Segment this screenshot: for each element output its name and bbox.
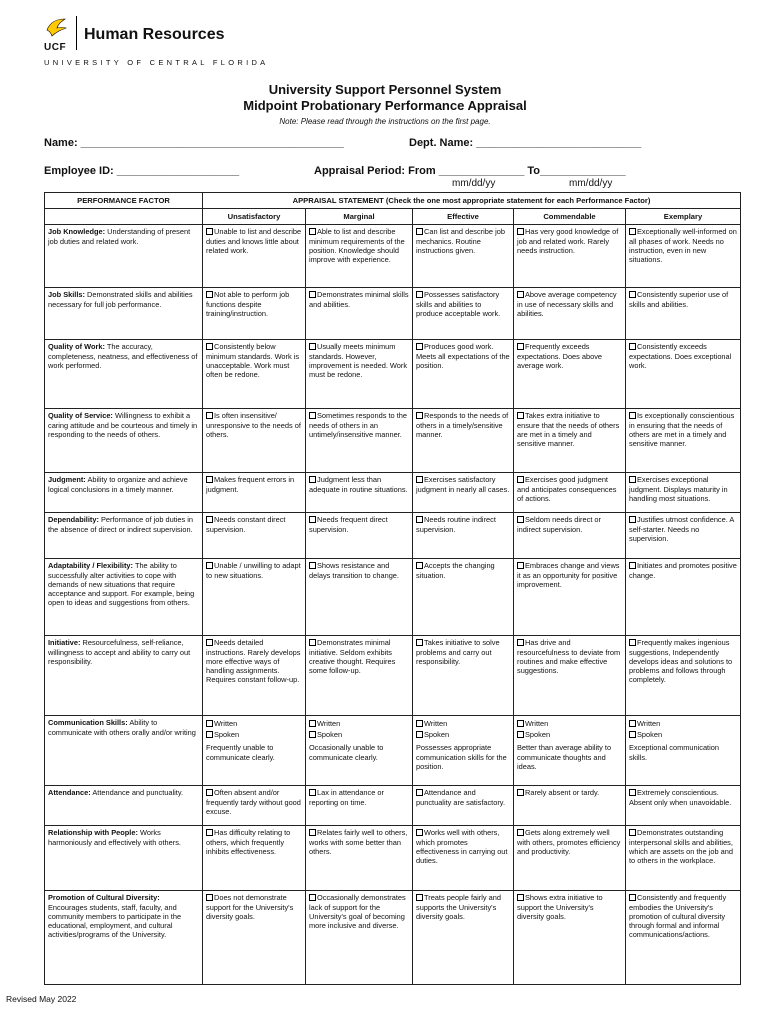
- spoken-option: [517, 729, 622, 740]
- rating-cell-unsatisfactory: [203, 288, 306, 340]
- rating-statement: Consistently and frequently embodies the University's promotion of cultural diversity through formal and informal communications/actions.: [629, 893, 727, 940]
- ucf-hr-header: [44, 14, 744, 66]
- rating-statement: Exceptional communication skills.: [629, 743, 719, 762]
- rating-statement: Does not demonstrate support for the University's diversity goals.: [206, 893, 294, 921]
- rating-cell-commendable: [514, 826, 626, 891]
- factor-name: Promotion of Cultural Diversity:: [48, 893, 160, 903]
- rating-cell-effective: [413, 473, 514, 513]
- rating-checkbox[interactable]: [517, 639, 524, 646]
- rating-statement: Consistently below minimum standards. Work is unacceptable. Work must often be redone.: [206, 342, 300, 380]
- rating-checkbox[interactable]: [416, 829, 423, 836]
- factor-row: [45, 786, 741, 826]
- performance-factor-header: PERFORMANCE FACTOR: [45, 193, 203, 209]
- rating-cell-marginal: [306, 559, 413, 636]
- header-divider: [76, 16, 77, 50]
- written-option: [416, 718, 510, 729]
- rating-checkbox[interactable]: [629, 343, 636, 350]
- rating-cell-effective: [413, 891, 514, 985]
- rating-statement: Demonstrates minimal skills and abilities.: [309, 290, 409, 309]
- rating-statement: Takes extra initiative to ensure that the needs of others are met in a timely and sensitive manner.: [517, 411, 620, 449]
- factor-row: [45, 513, 741, 559]
- rating-cell-commendable: [514, 786, 626, 826]
- rating-statement: Is often insensitive/ unresponsive to the needs of others.: [206, 411, 301, 439]
- rating-cell-marginal: [306, 409, 413, 473]
- communication-mode-options: [206, 718, 302, 740]
- rating-checkbox[interactable]: [309, 228, 316, 235]
- rating-statement: Possesses appropriate communication skills for the position.: [416, 743, 507, 771]
- factor-row: [45, 288, 741, 340]
- factor-name: Adaptability / Flexibility:: [48, 561, 134, 571]
- rating-statement: Works well with others, which promotes effectiveness in carrying out duties.: [416, 828, 508, 866]
- communication-mode-options: [416, 718, 510, 740]
- rating-header-marginal: Marginal: [306, 209, 413, 225]
- rating-cell-commendable: [514, 891, 626, 985]
- rating-statement: Consistently superior use of skills and abilities.: [629, 290, 729, 309]
- date-format-hints: [44, 178, 744, 192]
- factor-cell: [45, 559, 203, 636]
- rating-checkbox[interactable]: [629, 829, 636, 836]
- rating-cell-unsatisfactory: [203, 891, 306, 985]
- factor-row: [45, 559, 741, 636]
- rating-cell-commendable: [514, 559, 626, 636]
- rating-statement: Has very good knowledge of job and related work. Rarely needs instruction.: [517, 227, 619, 255]
- rating-checkbox[interactable]: [629, 562, 636, 569]
- rating-checkbox[interactable]: [416, 412, 423, 419]
- spoken-checkbox[interactable]: [517, 731, 524, 738]
- blank-header-cell: [45, 209, 203, 225]
- factor-row: [45, 409, 741, 473]
- rating-statement: Extremely conscientious. Absent only when unavoidable.: [629, 788, 732, 807]
- spoken-checkbox[interactable]: [309, 731, 316, 738]
- factor-cell: [45, 636, 203, 716]
- rating-checkbox[interactable]: [517, 343, 524, 350]
- rating-checkbox[interactable]: [517, 412, 524, 419]
- rating-statement: Judgment less than adequate in routine situations.: [309, 475, 408, 494]
- rating-statement: Takes initiative to solve problems and carry out responsibility.: [416, 638, 500, 666]
- rating-checkbox[interactable]: [206, 789, 213, 796]
- factor-cell: [45, 288, 203, 340]
- factor-description: Attendance and punctuality.: [92, 788, 184, 798]
- appraisal-period-field[interactable]: Appraisal Period: From ______________ To______________: [314, 165, 626, 177]
- factor-description: Understanding of present job duties and related work.: [48, 227, 191, 246]
- rating-statement: Has drive and resourcefulness to deviate from routines and make effective suggestions.: [517, 638, 621, 676]
- written-checkbox[interactable]: [206, 720, 213, 727]
- rating-statement: Not able to perform job functions despite training/instruction.: [206, 290, 290, 318]
- written-option: [517, 718, 622, 729]
- rating-checkbox[interactable]: [629, 291, 636, 298]
- rating-cell-exemplary: [626, 716, 741, 786]
- rating-statement: Is exceptionally conscientious in ensuring that the needs of others are met in a timely and sensitive manner.: [629, 411, 735, 449]
- rating-statement: Can list and describe job mechanics. Routine instructions given.: [416, 227, 505, 255]
- factor-row: [45, 716, 741, 786]
- rating-statement: Better than average ability to communicate thoughts and ideas.: [517, 743, 612, 771]
- spoken-label: Spoken: [317, 730, 343, 740]
- rating-cell-commendable: [514, 473, 626, 513]
- to-date-hint: mm/dd/yy: [569, 178, 613, 189]
- rating-checkbox[interactable]: [309, 516, 316, 523]
- rating-statement: Often absent and/or frequently tardy without good excuse.: [206, 788, 301, 816]
- factor-name: Job Knowledge:: [48, 227, 106, 237]
- factor-name: Quality of Work:: [48, 342, 105, 352]
- factor-cell: [45, 340, 203, 409]
- rating-cell-commendable: [514, 288, 626, 340]
- factor-description: Works harmoniously and effectively with others.: [48, 828, 181, 847]
- rating-statement: Seldom needs direct or indirect supervision.: [517, 515, 601, 534]
- rating-cell-unsatisfactory: [203, 473, 306, 513]
- rating-cell-exemplary: [626, 225, 741, 288]
- rating-checkbox[interactable]: [206, 412, 213, 419]
- rating-statement: Shows extra initiative to support the University's diversity goals.: [517, 893, 603, 921]
- rating-statement: Treats people fairly and supports the University's diversity goals.: [416, 893, 501, 921]
- rating-checkbox[interactable]: [206, 476, 213, 483]
- rating-statement: Produces good work. Meets all expectations of the position.: [416, 342, 510, 370]
- rating-checkbox[interactable]: [517, 476, 524, 483]
- factor-cell: [45, 891, 203, 985]
- rating-checkbox[interactable]: [206, 562, 213, 569]
- rating-cell-marginal: [306, 513, 413, 559]
- rating-checkbox[interactable]: [416, 789, 423, 796]
- rating-statement: Needs routine indirect supervision.: [416, 515, 496, 534]
- employee-period-row: [44, 165, 744, 179]
- factor-cell: [45, 786, 203, 826]
- spoken-label: Spoken: [525, 730, 551, 740]
- rating-cell-exemplary: [626, 559, 741, 636]
- rating-cell-effective: [413, 826, 514, 891]
- written-label: Written: [525, 719, 549, 729]
- rating-checkbox[interactable]: [206, 639, 213, 646]
- university-name: UNIVERSITY OF CENTRAL FLORIDA: [44, 58, 269, 67]
- written-label: Written: [637, 719, 661, 729]
- rating-checkbox[interactable]: [416, 516, 423, 523]
- factor-name: Initiative:: [48, 638, 81, 648]
- written-label: Written: [424, 719, 448, 729]
- rating-statement: Makes frequent errors in judgment.: [206, 475, 295, 494]
- factor-name: Communication Skills:: [48, 718, 128, 728]
- rating-statement: Occasionally demonstrates lack of support for the University's goal of becoming more inclusive and diverse.: [309, 893, 406, 931]
- rating-statement: Exercises exceptional judgment. Displays maturity in handling most situations.: [629, 475, 728, 503]
- rating-cell-exemplary: [626, 473, 741, 513]
- name-field[interactable]: Name: ___________________________________________: [44, 137, 344, 149]
- rating-cell-effective: [413, 786, 514, 826]
- rating-cell-marginal: [306, 340, 413, 409]
- rating-statement: Initiates and promotes positive change.: [629, 561, 737, 580]
- rating-statement: Relates fairly well to others, works with some better than others.: [309, 828, 408, 856]
- factor-row: [45, 891, 741, 985]
- rating-checkbox[interactable]: [416, 343, 423, 350]
- rating-cell-effective: [413, 559, 514, 636]
- rating-checkbox[interactable]: [629, 789, 636, 796]
- rating-cell-unsatisfactory: [203, 340, 306, 409]
- rating-cell-effective: [413, 513, 514, 559]
- rating-statement: Exceptionally well-informed on all phases of work. Needs no instruction, even in new situations.: [629, 227, 737, 265]
- employee-id-field[interactable]: Employee ID: ____________________: [44, 165, 240, 177]
- factor-row: [45, 340, 741, 409]
- spoken-label: Spoken: [637, 730, 663, 740]
- appraisal-statement-header: APPRAISAL STATEMENT (Check the one most appropriate statement for each Performance Factor): [203, 193, 741, 209]
- rating-header-exemplary: Exemplary: [626, 209, 741, 225]
- rating-checkbox[interactable]: [309, 476, 316, 483]
- rating-cell-marginal: [306, 826, 413, 891]
- rating-checkbox[interactable]: [416, 562, 423, 569]
- rating-cell-marginal: [306, 473, 413, 513]
- rating-checkbox[interactable]: [309, 639, 316, 646]
- rating-checkbox[interactable]: [416, 291, 423, 298]
- rating-cell-commendable: [514, 340, 626, 409]
- factor-description: The accuracy, completeness, neatness, and effectiveness of work performed.: [48, 342, 198, 370]
- factor-description: Demonstrated skills and abilities necessary for full job performance.: [48, 290, 193, 309]
- rating-cell-effective: [413, 636, 514, 716]
- pegasus-logo-icon: [44, 16, 68, 40]
- rating-statement: Unable to list and describe duties and knows little about related work.: [206, 227, 302, 255]
- rating-statement: Frequently exceeds expectations. Does above average work.: [517, 342, 603, 370]
- rating-checkbox[interactable]: [309, 412, 316, 419]
- rating-checkbox[interactable]: [206, 894, 213, 901]
- appraisal-table: [44, 192, 741, 985]
- rating-checkbox[interactable]: [206, 343, 213, 350]
- factor-row: [45, 225, 741, 288]
- rating-statement: Rarely absent or tardy.: [525, 788, 600, 798]
- rating-statement: Sometimes responds to the needs of others in an untimely/insensitive manner.: [309, 411, 407, 439]
- form-title-line1: University Support Personnel System: [268, 82, 502, 97]
- spoken-checkbox[interactable]: [416, 731, 423, 738]
- rating-checkbox[interactable]: [309, 562, 316, 569]
- rating-cell-commendable: [514, 409, 626, 473]
- rating-cell-commendable: [514, 513, 626, 559]
- rating-header-commendable: Commendable: [514, 209, 626, 225]
- factor-description: Performance of job duties in the absence of direct or indirect supervision.: [48, 515, 194, 534]
- written-checkbox[interactable]: [416, 720, 423, 727]
- rating-checkbox[interactable]: [309, 829, 316, 836]
- rating-cell-effective: [413, 288, 514, 340]
- rating-cell-exemplary: [626, 826, 741, 891]
- rating-statement: Demonstrates outstanding interpersonal skills and abilities, which are assets on the job and to others in the workplace.: [629, 828, 733, 866]
- rating-statement: Frequently makes ingenious suggestions, Independently develops ideas and solutions to problems and follows through completely.: [629, 638, 733, 685]
- factor-cell: [45, 473, 203, 513]
- written-option: [206, 718, 302, 729]
- factor-name: Relationship with People:: [48, 828, 138, 838]
- rating-checkbox[interactable]: [416, 894, 423, 901]
- factor-row: [45, 826, 741, 891]
- written-option: [629, 718, 737, 729]
- rating-statement: Above average competency in use of necessary skills and abilities.: [517, 290, 617, 318]
- rating-cell-commendable: [514, 636, 626, 716]
- rating-cell-commendable: [514, 225, 626, 288]
- written-checkbox[interactable]: [309, 720, 316, 727]
- rating-checkbox[interactable]: [206, 228, 213, 235]
- rating-statement: Exercises satisfactory judgment in nearly all cases.: [416, 475, 510, 494]
- rating-checkbox[interactable]: [629, 894, 636, 901]
- rating-statement: Embraces change and views it as an opportunity for positive improvement.: [517, 561, 620, 589]
- rating-cell-effective: [413, 340, 514, 409]
- rating-statement: Consistently exceeds expectations. Does exceptional work.: [629, 342, 732, 370]
- form-title-line2: Midpoint Probationary Performance Appraisal: [243, 98, 527, 113]
- spoken-option: [309, 729, 409, 740]
- rating-checkbox[interactable]: [629, 412, 636, 419]
- form-title-block: [0, 82, 770, 126]
- rating-statement: Frequently unable to communicate clearly.: [206, 743, 275, 762]
- rating-cell-unsatisfactory: [203, 225, 306, 288]
- rating-statement: Occasionally unable to communicate clearly.: [309, 743, 384, 762]
- rating-cell-exemplary: [626, 340, 741, 409]
- rating-cell-effective: [413, 716, 514, 786]
- rating-cell-effective: [413, 409, 514, 473]
- rating-checkbox[interactable]: [206, 291, 213, 298]
- spoken-label: Spoken: [214, 730, 240, 740]
- written-checkbox[interactable]: [629, 720, 636, 727]
- rating-header-unsatisfactory: Unsatisfactory: [203, 209, 306, 225]
- spoken-option: [416, 729, 510, 740]
- factor-name: Quality of Service:: [48, 411, 113, 421]
- rating-statement: Accepts the changing situation.: [416, 561, 495, 580]
- rating-cell-exemplary: [626, 891, 741, 985]
- rating-cell-exemplary: [626, 636, 741, 716]
- rating-cell-exemplary: [626, 409, 741, 473]
- rating-cell-unsatisfactory: [203, 559, 306, 636]
- rating-checkbox[interactable]: [416, 639, 423, 646]
- communication-mode-options: [629, 718, 737, 740]
- rating-cell-unsatisfactory: [203, 636, 306, 716]
- rating-checkbox[interactable]: [309, 343, 316, 350]
- factor-cell: [45, 513, 203, 559]
- factor-description: Encourages students, staff, faculty, and community members to participate in the educational, employment, and cultural activities/programs of the University.: [48, 902, 182, 940]
- rating-cell-unsatisfactory: [203, 513, 306, 559]
- from-date-hint: mm/dd/yy: [452, 178, 496, 189]
- rating-checkbox[interactable]: [206, 516, 213, 523]
- written-label: Written: [214, 719, 238, 729]
- dept-name-field[interactable]: Dept. Name: ___________________________: [409, 137, 642, 149]
- factor-name: Dependability:: [48, 515, 99, 525]
- rating-statement: Usually meets minimum standards. However, improvement is needed. Work must be redone.: [309, 342, 408, 380]
- factor-description: Ability to communicate with others orally and/or writing: [48, 718, 196, 737]
- factor-cell: [45, 826, 203, 891]
- factor-description: Willingness to exhibit a caring attitude and be courteous and timely in responding to the needs of others.: [48, 411, 198, 439]
- rating-statement: Gets along extremely well with others, promotes efficiency and productivity.: [517, 828, 621, 856]
- spoken-checkbox[interactable]: [629, 731, 636, 738]
- rating-statement: Needs frequent direct supervision.: [309, 515, 388, 534]
- rating-cell-marginal: [306, 716, 413, 786]
- rating-cell-unsatisfactory: [203, 409, 306, 473]
- rating-checkbox[interactable]: [629, 476, 636, 483]
- spoken-checkbox[interactable]: [206, 731, 213, 738]
- rating-cell-unsatisfactory: [203, 716, 306, 786]
- factor-row: [45, 636, 741, 716]
- rating-cell-marginal: [306, 225, 413, 288]
- rating-checkbox[interactable]: [309, 291, 316, 298]
- rating-checkbox[interactable]: [416, 228, 423, 235]
- factor-description: Ability to organize and achieve logical conclusions in a timely manner.: [48, 475, 188, 494]
- rating-checkbox[interactable]: [517, 291, 524, 298]
- written-label: Written: [317, 719, 341, 729]
- rating-statement: Justifies utmost confidence. A self-starter. Needs no supervision.: [629, 515, 734, 543]
- spoken-label: Spoken: [424, 730, 450, 740]
- rating-checkbox[interactable]: [517, 516, 524, 523]
- factor-cell: [45, 716, 203, 786]
- factor-description: The ability to successfully alter activities to cope with demands of new situations that require acceptance and support. For example, being open to ideas and suggestions from others.: [48, 561, 195, 608]
- rating-cell-exemplary: [626, 513, 741, 559]
- factor-cell: [45, 409, 203, 473]
- rating-checkbox[interactable]: [517, 894, 524, 901]
- factor-description: Resourcefulness, self-reliance, willingness to accept and ability to carry out responsibility.: [48, 638, 191, 666]
- rating-cell-marginal: [306, 288, 413, 340]
- factor-name: Job Skills:: [48, 290, 85, 300]
- rating-cell-exemplary: [626, 288, 741, 340]
- rating-statement: Shows resistance and delays transition to change.: [309, 561, 399, 580]
- factor-name: Attendance:: [48, 788, 91, 798]
- rating-statement: Unable / unwilling to adapt to new situations.: [206, 561, 301, 580]
- rating-cell-unsatisfactory: [203, 786, 306, 826]
- rating-cell-unsatisfactory: [203, 826, 306, 891]
- rating-checkbox[interactable]: [309, 894, 316, 901]
- rating-checkbox[interactable]: [517, 829, 524, 836]
- spoken-option: [629, 729, 737, 740]
- rating-cell-marginal: [306, 891, 413, 985]
- revision-date: Revised May 2022: [6, 994, 77, 1004]
- rating-cell-commendable: [514, 716, 626, 786]
- rating-cell-marginal: [306, 636, 413, 716]
- rating-checkbox[interactable]: [517, 562, 524, 569]
- written-checkbox[interactable]: [517, 720, 524, 727]
- department-title: Human Resources: [84, 26, 225, 43]
- factor-name: Judgment:: [48, 475, 86, 485]
- rating-checkbox[interactable]: [629, 228, 636, 235]
- rating-statement: Responds to the needs of others in a timely/sensitive manner.: [416, 411, 509, 439]
- spoken-option: [206, 729, 302, 740]
- factor-row: [45, 473, 741, 513]
- rating-checkbox[interactable]: [206, 829, 213, 836]
- rating-statement: Attendance and punctuality are satisfactory.: [416, 788, 506, 807]
- rating-statement: Able to list and describe minimum requirements of the position. Knowledge should improve with experience.: [309, 227, 405, 265]
- rating-header-effective: Effective: [413, 209, 514, 225]
- ucf-logo-text: UCF: [44, 42, 67, 53]
- communication-mode-options: [309, 718, 409, 740]
- rating-cell-exemplary: [626, 786, 741, 826]
- rating-statement: Needs constant direct supervision.: [206, 515, 286, 534]
- rating-statement: Has difficulty relating to others, which frequently inhibits effectiveness.: [206, 828, 291, 856]
- rating-checkbox[interactable]: [629, 639, 636, 646]
- rating-statement: Demonstrates minimal initiative. Seldom exhibits creative thought. Requires some follow-up.: [309, 638, 396, 676]
- communication-mode-options: [517, 718, 622, 740]
- rating-checkbox[interactable]: [416, 476, 423, 483]
- rating-statement: Needs detailed instructions. Rarely develops more effective ways of handling assignments. Requires constant follow-up.: [206, 638, 301, 685]
- rating-checkbox[interactable]: [517, 228, 524, 235]
- rating-checkbox[interactable]: [309, 789, 316, 796]
- rating-statement: Exercises good judgment and anticipates consequences of actions.: [517, 475, 617, 503]
- rating-cell-effective: [413, 225, 514, 288]
- instructions-note: Note: Please read through the instructions on the first page.: [279, 117, 491, 126]
- name-dept-row: [44, 137, 744, 151]
- written-option: [309, 718, 409, 729]
- rating-checkbox[interactable]: [629, 516, 636, 523]
- factor-cell: [45, 225, 203, 288]
- rating-statement: Lax in attendance or reporting on time.: [309, 788, 384, 807]
- rating-checkbox[interactable]: [517, 789, 524, 796]
- rating-statement: Possesses satisfactory skills and abilities to produce acceptable work.: [416, 290, 501, 318]
- rating-cell-marginal: [306, 786, 413, 826]
